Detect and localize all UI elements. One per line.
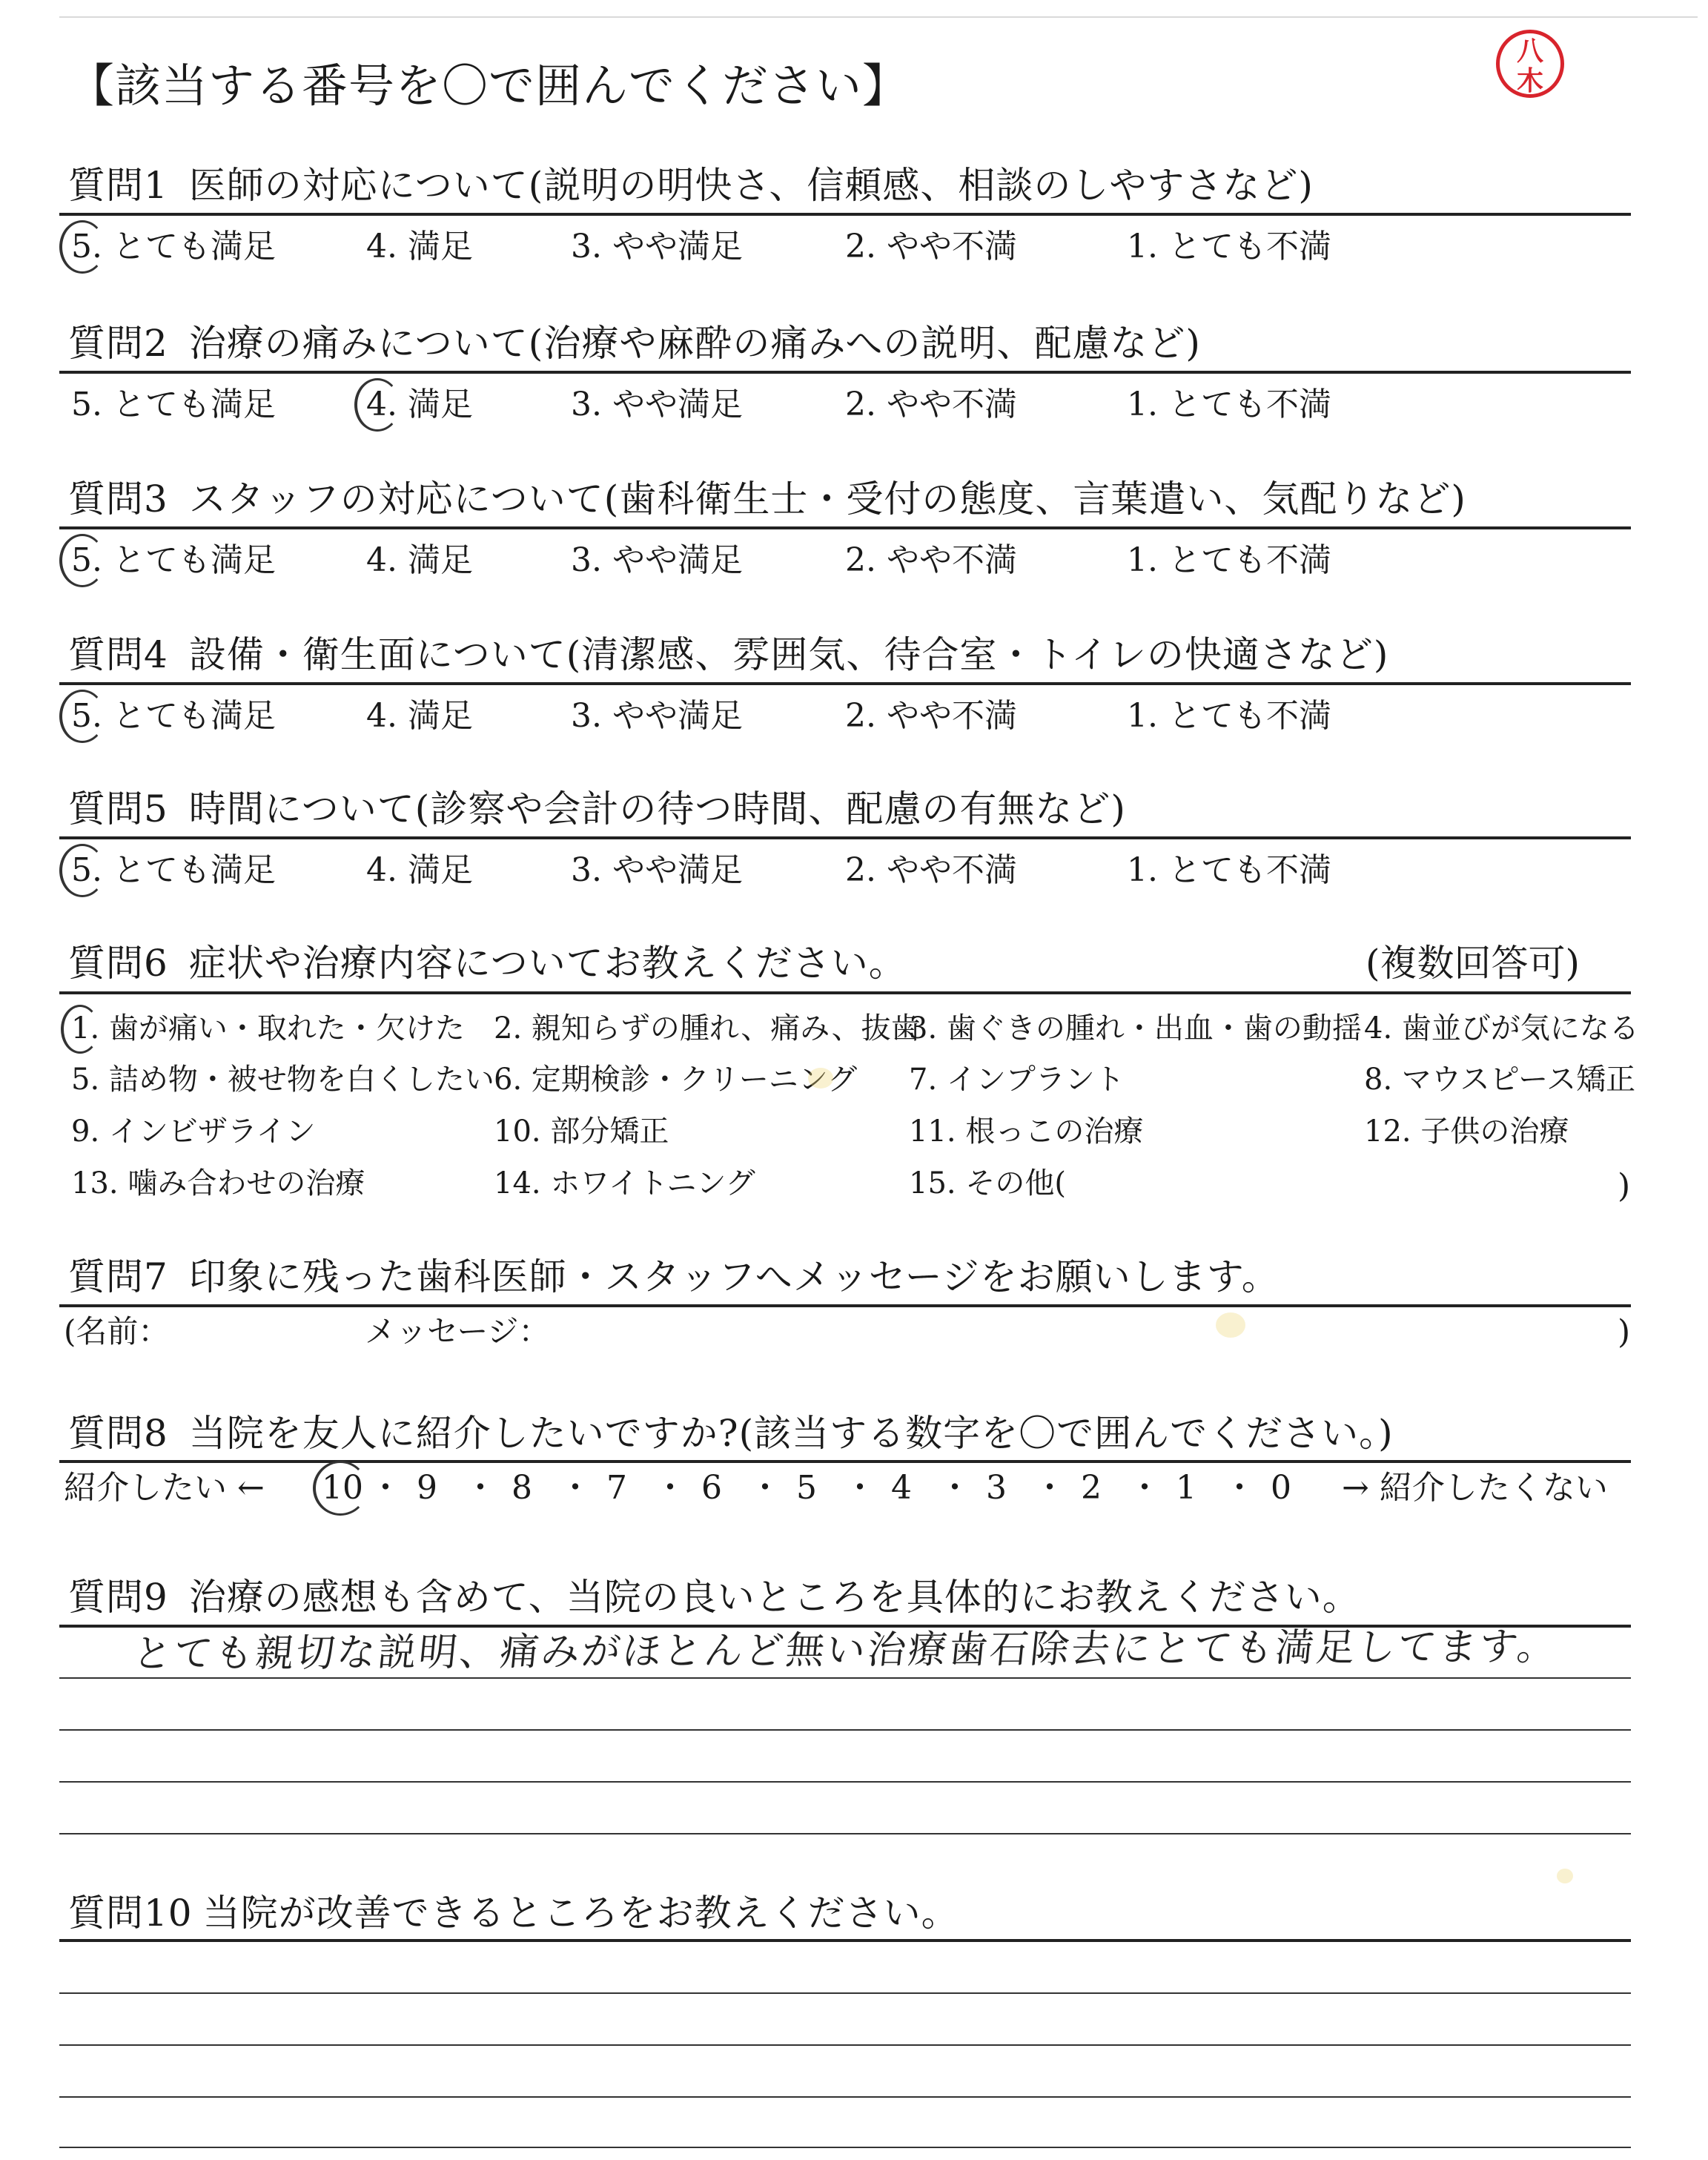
q4-option-2[interactable]: 2. やや不満 [845, 697, 1017, 735]
q2-option-3[interactable]: 3. やや満足 [571, 386, 743, 423]
selection-circle [59, 534, 105, 587]
q4-option-4[interactable]: 4. 満足 [366, 697, 473, 735]
q1-option-1[interactable]: 1. とても不満 [1127, 228, 1331, 265]
q2-number: 質問2 [68, 322, 168, 365]
q6-note: (複数回答可) [1366, 942, 1580, 985]
selection-circle [59, 690, 105, 743]
selection-circle [61, 1005, 99, 1054]
q6-option-10[interactable]: 10. 部分矯正 [494, 1114, 669, 1149]
seal-character: 木 [1516, 65, 1543, 96]
q3-title [68, 478, 1466, 521]
q6-option-6[interactable]: 6. 定期検診・クリーニング [494, 1063, 858, 1097]
q3-text: スタッフの対応について(歯科衛生士・受付の態度、言葉遣い、気配りなど) [188, 478, 1466, 521]
q4-title [68, 633, 1389, 676]
q8-scale-separator: ・ [1128, 1469, 1161, 1507]
q4-rule [59, 682, 1631, 685]
q9-title [68, 1576, 1360, 1619]
q2-option-1[interactable]: 1. とても不満 [1127, 386, 1331, 423]
q10-answer-line [59, 2147, 1631, 2148]
q6-option-4[interactable]: 4. 歯並びが気になる [1364, 1011, 1639, 1046]
q10-rule [59, 1939, 1631, 1942]
paper-stain [1216, 1312, 1245, 1338]
q2-option-4[interactable]: 4. 満足 [366, 386, 473, 423]
q6-option-1[interactable]: 1. 歯が痛い・取れた・欠けた [71, 1011, 465, 1046]
q1-number: 質問1 [68, 164, 168, 207]
q3-option-5[interactable]: 5. とても満足 [71, 541, 276, 579]
q9-answer-line [59, 1729, 1631, 1731]
q5-option-5[interactable]: 5. とても満足 [71, 851, 276, 889]
q8-text: 当院を友人に紹介したいですか?(該当する数字を〇で囲んでください。) [188, 1412, 1394, 1455]
q1-option-3[interactable]: 3. やや満足 [571, 228, 743, 265]
q8-scale-0[interactable]: 0 [1271, 1469, 1291, 1507]
seal-stamp [1496, 30, 1564, 98]
q10-title [68, 1892, 959, 1935]
q8-scale-separator: ・ [749, 1469, 781, 1507]
q7-number: 質問7 [68, 1255, 168, 1298]
q9-text: 治療の感想も含めて、当院の良いところを具体的にお教えください。 [188, 1576, 1360, 1619]
selection-circle [313, 1461, 368, 1516]
q8-scale-separator: ・ [939, 1469, 971, 1507]
q7-text: 印象に残った歯科医師・スタッフへメッセージをお願いします。 [188, 1255, 1280, 1298]
q8-scale-3[interactable]: 3 [986, 1469, 1007, 1507]
q3-option-3[interactable]: 3. やや満足 [571, 541, 743, 579]
q1-text: 医師の対応について(説明の明快さ、信頼感、相談のしやすさなど) [188, 164, 1314, 207]
seal-character: 八 [1516, 36, 1543, 67]
q9-answer-line [59, 1833, 1631, 1834]
paper-stain [1557, 1869, 1573, 1883]
q8-scale-5[interactable]: 5 [796, 1469, 817, 1507]
q8-scale-10[interactable]: 10 [322, 1469, 363, 1507]
q1-title [68, 164, 1314, 207]
q5-number: 質問5 [68, 787, 168, 830]
q6-title [68, 942, 907, 985]
q1-option-4[interactable]: 4. 満足 [366, 228, 473, 265]
q2-rule [59, 371, 1631, 374]
form-title: 【該当する番号を〇で囲んでください】 [68, 59, 910, 113]
q8-scale-6[interactable]: 6 [701, 1469, 722, 1507]
q8-left-label: 紹介したい ← [64, 1469, 265, 1507]
q5-option-4[interactable]: 4. 満足 [366, 851, 473, 889]
q8-scale-4[interactable]: 4 [891, 1469, 912, 1507]
q2-title [68, 322, 1201, 365]
q5-option-1[interactable]: 1. とても不満 [1127, 851, 1331, 889]
q10-text: 当院が改善できるところをお教えください。 [202, 1892, 959, 1935]
q6-number: 質問6 [68, 942, 168, 985]
selection-circle [59, 844, 105, 897]
q4-option-1[interactable]: 1. とても不満 [1127, 697, 1331, 735]
q6-option-8[interactable]: 8. マウスピース矯正 [1364, 1063, 1636, 1097]
q6-option-14[interactable]: 14. ホワイトニング [494, 1166, 755, 1200]
q6-option-11[interactable]: 11. 根っこの治療 [909, 1114, 1144, 1149]
q7-rule [59, 1304, 1631, 1307]
q9-answer-line [59, 1677, 1631, 1679]
q1-option-2[interactable]: 2. やや不満 [845, 228, 1017, 265]
q8-scale-9[interactable]: 9 [417, 1469, 437, 1507]
q8-rule [59, 1460, 1631, 1463]
q8-scale-2[interactable]: 2 [1081, 1469, 1102, 1507]
q6-option-13[interactable]: 13. 噛み合わせの治療 [71, 1166, 365, 1200]
q6-option-9[interactable]: 9. インビザライン [71, 1114, 316, 1149]
q4-text: 設備・衛生面について(清潔感、雰囲気、待合室・トイレの快適さなど) [188, 633, 1389, 676]
q4-option-3[interactable]: 3. やや満足 [571, 697, 743, 735]
q5-option-3[interactable]: 3. やや満足 [571, 851, 743, 889]
q4-number: 質問4 [68, 633, 168, 676]
q1-rule [59, 213, 1631, 216]
selection-circle [354, 378, 400, 432]
q6-option-2[interactable]: 2. 親知らずの腫れ、痛み、抜歯 [494, 1011, 921, 1046]
q9-handwritten-answer: とても親切な説明、痛みがほとんど無い治療歯石除去にとても満足してます。 [130, 1624, 1560, 1677]
q6-option-5[interactable]: 5. 詰め物・被せ物を白くしたい [71, 1063, 494, 1097]
q7-close: ) [1618, 1313, 1631, 1351]
q6-other-close: ) [1618, 1167, 1631, 1205]
q8-right-label: → 紹介したくない [1342, 1469, 1608, 1507]
q8-scale-separator: ・ [464, 1469, 497, 1507]
q2-text: 治療の痛みについて(治療や麻酔の痛みへの説明、配慮など) [188, 322, 1201, 365]
q3-number: 質問3 [68, 478, 168, 521]
q9-answer-line [59, 1781, 1631, 1783]
q2-option-5[interactable]: 5. とても満足 [71, 386, 276, 423]
q8-scale-separator: ・ [369, 1469, 402, 1507]
q6-text: 症状や治療内容についてお教えください。 [188, 942, 907, 985]
q8-scale-separator: ・ [654, 1469, 686, 1507]
q10-answer-line [59, 2044, 1631, 2046]
q7-title [68, 1255, 1280, 1298]
q3-rule [59, 526, 1631, 529]
q10-number: 質問10 [68, 1892, 193, 1935]
q8-scale-separator: ・ [559, 1469, 592, 1507]
q10-answer-line [59, 1992, 1631, 1994]
q6-option-12[interactable]: 12. 子供の治療 [1364, 1114, 1569, 1149]
q9-number: 質問9 [68, 1576, 168, 1619]
q8-scale-separator: ・ [844, 1469, 876, 1507]
q10-answer-line [59, 2096, 1631, 2098]
q8-scale-8[interactable]: 8 [512, 1469, 532, 1507]
q8-number: 質問8 [68, 1412, 168, 1455]
paper-stain [808, 1068, 833, 1089]
q6-rule [59, 991, 1631, 994]
q4-option-5[interactable]: 5. とても満足 [71, 697, 276, 735]
top-border [59, 16, 1698, 18]
q8-scale-separator: ・ [1223, 1469, 1256, 1507]
selection-circle [59, 220, 105, 274]
q3-option-4[interactable]: 4. 満足 [366, 541, 473, 579]
q8-scale-7[interactable]: 7 [606, 1469, 627, 1507]
q7-message-label: メッセージ： [365, 1313, 550, 1350]
q1-option-5[interactable]: 5. とても満足 [71, 228, 276, 265]
q5-rule [59, 836, 1631, 839]
q8-scale-separator: ・ [1033, 1469, 1066, 1507]
q5-title [68, 787, 1126, 830]
q6-option-7[interactable]: 7. インプラント [909, 1063, 1125, 1097]
q6-option-15[interactable]: 15. その他( [909, 1166, 1066, 1200]
q3-option-2[interactable]: 2. やや不満 [845, 541, 1017, 579]
q5-option-2[interactable]: 2. やや不満 [845, 851, 1017, 889]
q8-scale-1[interactable]: 1 [1176, 1469, 1196, 1507]
q5-text: 時間について(診察や会計の待つ時間、配慮の有無など) [188, 787, 1126, 830]
q2-option-2[interactable]: 2. やや不満 [845, 386, 1017, 423]
q8-title [68, 1412, 1394, 1455]
q6-option-3[interactable]: 3. 歯ぐきの腫れ・出血・歯の動揺 [909, 1011, 1362, 1046]
q3-option-1[interactable]: 1. とても不満 [1127, 541, 1331, 579]
q7-name-label: (名前： [64, 1313, 170, 1350]
